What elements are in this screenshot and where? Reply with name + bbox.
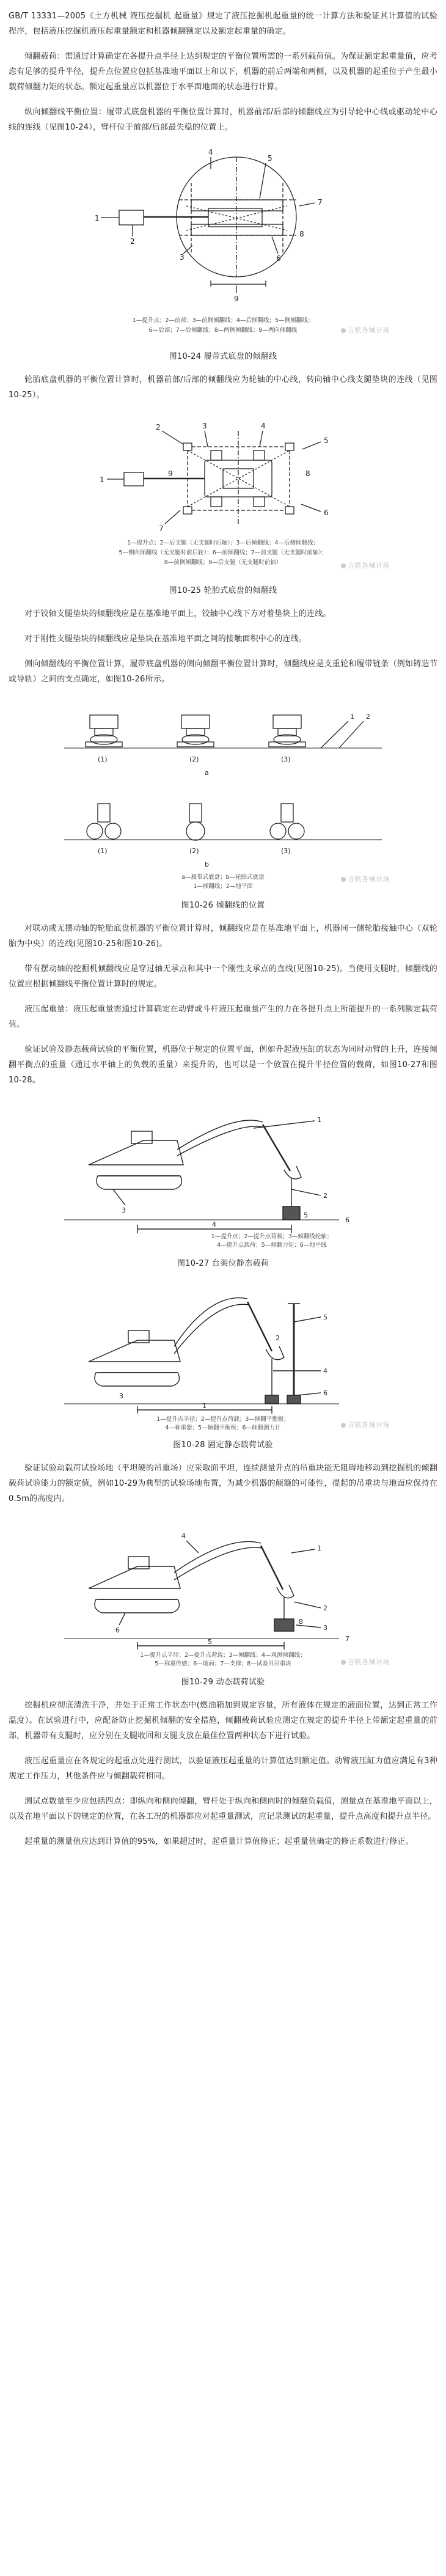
paragraph-single-pad: 对于铰轴支腿垫块的倾翻线应是在基准地平面上，铰轴中心线下方对着垫块上的连线。 <box>24 609 331 618</box>
watermark: 吉机各械计场 <box>341 1657 390 1667</box>
paragraph-final: 起重量的测量值应达到计算值的95%，如果超过时，起重量计算值修正；起重量值确定的修正系数进行修正。 <box>24 1837 414 1846</box>
watermark-logo-icon <box>341 328 346 333</box>
fig26-label-b1: (1) <box>98 847 108 855</box>
fig25-legend-line2: 5—侧向倾翻线（无支腿时前后轮）；6—前倾翻线；7—前支腿（无支腿时前轴）； <box>119 549 327 556</box>
fig26-label-a3: (3) <box>281 755 291 763</box>
fig28-label-5: 5 <box>323 1313 327 1321</box>
fig24-label-9: 9 <box>234 295 239 303</box>
watermark-logo-icon <box>341 877 346 882</box>
fig25-label-1: 1 <box>100 475 104 484</box>
figure-10-28 <box>9 1279 437 1432</box>
fig25-label-6: 6 <box>324 508 329 517</box>
fig25-label-5: 5 <box>324 436 329 445</box>
fig25-label-3: 3 <box>202 422 207 430</box>
fig29-label-5: 5 <box>208 1638 212 1646</box>
fig28-caption: 图10-28 固定静态载荷试验 <box>173 1440 273 1450</box>
fig26-label-a1: (1) <box>98 755 108 763</box>
fig25-legend-line3: 8—前侧倾翻线；9—后支腿（无支腿时前轴） <box>164 559 282 566</box>
fig26-label-b: b <box>205 861 209 868</box>
fig28-label-1: 1 <box>202 1402 207 1410</box>
fig24-label-5: 5 <box>268 154 272 163</box>
watermark: 吉机各械计场 <box>341 560 390 570</box>
paragraph-verification: 液压起重量应在各规定的起重点处进行测试，以验证液压起重量的计算值达到额定值。动臂液压缸力值应满足有3种规定工作压力，其他条件应与倾翻载荷相同。 <box>9 1756 437 1781</box>
fig29-legend-line2: 5—称重传感；6—地面；7—支撑；8—试验用吊重块 <box>155 1660 291 1667</box>
dynamic-load-test-diagram <box>52 1516 394 1669</box>
fig28-label-6: 6 <box>323 1389 327 1397</box>
fixed-static-load-test-diagram <box>52 1279 394 1432</box>
fig27-label-1: 1 <box>317 1116 321 1124</box>
fig27-label-5: 5 <box>304 1211 308 1219</box>
paragraph-intro: GB/T 13331—2005《土方机械 液压挖掘机 起重量》规定了液压挖掘机起重量的统一计算方法和验证其计算值的试验程序，包括液压挖掘机液压起重量额定和机器倾翻额定以及额定起重量的确定。 <box>9 12 437 36</box>
fig25-label-4: 4 <box>261 422 266 430</box>
fig25-label-7: 7 <box>159 524 164 533</box>
fig28-label-2: 2 <box>276 1334 280 1342</box>
paragraph-crawler: 纵向倾翻线平衡位置：履带式底盘机器的平衡位置计算时，机器前部/后部的倾翻线应为引导轮中心线或驱动轮中心线的连线（见图10-24），臂杆位于前部/后部最失稳的位置上。 <box>9 108 437 132</box>
fig24-label-7: 7 <box>318 198 323 207</box>
fig29-label-6: 6 <box>115 1626 120 1634</box>
fig25-legend-line1: 1—提升点；2—后支腿（无支腿时后轴）；3—后倾翻线；4—后侧倾翻线； <box>127 540 319 546</box>
fig25-caption: 图10-25 轮胎式底盘的倾翻线 <box>169 586 277 595</box>
fig29-caption: 图10-29 动态载荷试验 <box>181 1678 265 1687</box>
watermark-logo-icon <box>341 563 346 568</box>
fig26-label-2: 2 <box>366 713 370 721</box>
paragraph-pivot-axle: 对联动或无摆动轴的轮胎底盘机器的平衡位置计算时，倾翻线应是在基准地平面上，机器同一侧轮胎接触中心（双轮胎为中央）的连线(见图10-25和图10-26)。 <box>9 924 437 949</box>
fig25-label-8: 8 <box>305 469 310 478</box>
fig29-label-4: 4 <box>181 1532 186 1540</box>
fig27-label-3: 3 <box>122 1206 126 1214</box>
fig27-label-4: 4 <box>212 1220 216 1228</box>
fig24-label-2: 2 <box>130 237 135 246</box>
paragraph-hydraulic: 液压起重量：液压起重量需通过计算确定在动臂或斗杆液压起重量产生的力在各提升点上所能提升的一系列额定载荷值。 <box>9 1005 437 1029</box>
paragraph-wheeled: 轮胎底盘机器的平衡位置计算时，机器前部/后部的倾翻线应为轮轴的中心线，转向轴中心线支腿垫块的连线（见图10-25）。 <box>9 375 437 400</box>
fig26-label-a2: (2) <box>189 755 199 763</box>
fig24-label-1: 1 <box>95 214 100 222</box>
paragraph-cleaning: 挖掘机应彻底清洗干净，并处于正常工作状态中(燃油箱加到规定容量，所有液体在规定的液面位置，达到正常工作温度）。在试验进行中，应配备防止挖掘机倾翻的安全措施，倾翻载荷试验应测定在规定的提升半径上带额定起重量的前部，机器带有支腿时，应分别在支腿收回和支腿支放在最佳位置两种状态下进行试验。 <box>9 1701 437 1741</box>
fig28-label-3: 3 <box>119 1392 123 1400</box>
fig29-label-2: 2 <box>323 1604 327 1612</box>
fig29-label-8: 8 <box>299 1618 303 1626</box>
figure-10-27 <box>9 1098 437 1250</box>
fig29-legend-line1: 1—提升点半径；2—提升点荷载；3—倾翻线；4—观测倾翻线； <box>140 1652 306 1659</box>
fig25-label-2: 2 <box>156 423 161 431</box>
watermark-logo-icon <box>341 1660 346 1665</box>
paragraph-sideways: 侧向倾翻线的平衡位置计算，履带底盘机器的侧向倾翻平衡位置计算时，倾翻线应是支重轮和履带链条（例如铸造节或导轨）之间的支点确定，如图10-26所示。 <box>9 659 437 684</box>
figure-10-24 <box>9 145 437 343</box>
fig24-legend-line1: 1—提升点；2—前部；3—前侧倾翻线；4—后倾翻线；5—侧倾翻线； <box>132 317 314 324</box>
fig28-legend-line1: 1—提升点半径；2—提升点荷载；3—倾翻平衡板； <box>156 1416 290 1423</box>
fig24-label-4: 4 <box>208 148 213 156</box>
fig28-label-4: 4 <box>323 1367 327 1375</box>
fig26-label-a: a <box>205 769 209 777</box>
paragraph-double-pad: 对于刚性支腿垫块的倾翻线应是垫块在基准地平面之间的接触面积中心的连线。 <box>24 634 307 644</box>
fig26-label-b2: (2) <box>189 847 199 855</box>
fig27-label-6: 6 <box>345 1216 349 1224</box>
fig26-caption: 图10-26 倾翻线的位置 <box>181 901 265 910</box>
fig29-label-1: 1 <box>317 1544 321 1552</box>
fig24-label-6: 6 <box>276 254 281 263</box>
paragraph-stabilizers: 带有摆动轴的挖掘机倾翻线应是穿过轴无承点和其中一个刚性支承点的直线(见图10-25)。当使用支腿时，倾翻线的位置应根据倾翻线平衡位置计算时的规定。 <box>9 964 437 989</box>
watermark: 吉机各械计场 <box>341 325 390 335</box>
fig25-label-9: 9 <box>168 469 173 478</box>
watermark: 吉机各械计场 <box>341 1420 390 1429</box>
document-page <box>0 9 446 1849</box>
fig28-legend-line2: 4—称重器；5—倾翻平衡板；6—倾翻测力计 <box>165 1425 281 1431</box>
fig27-legend-line2: 4—提升点载荷；5—倾翻力矩；6—地平线 <box>217 1242 327 1249</box>
figure-10-26 <box>9 697 437 892</box>
paragraph-test-conditions: 验证试验及静态载荷试验的平衡位置，机器位于规定的位置平面，例如升起液压缸的状态为同时动臂的上升，连接倾翻平衡点的重量（通过水平轴上的负载的重量）来提升的，也可以是一个放置在提升半径位置的载荷，如图10-27和图10-28。 <box>9 1045 437 1085</box>
fig27-legend-line1: 1—提升点；2—提升点荷载；3—倾翻线轮轴； <box>211 1233 333 1240</box>
crawler-tipping-lines-diagram <box>58 145 388 343</box>
fig26-label-b3: (3) <box>281 847 291 855</box>
fig27-label-2: 2 <box>323 1192 327 1200</box>
figure-10-29 <box>9 1516 437 1669</box>
fig24-legend-line2: 6—后部；7—后倾翻线；8—两侧倾翻线；9—两向倾翻线 <box>148 327 298 334</box>
figure-10-25 <box>9 413 437 578</box>
fig26-legend-line2: 1—倾翻线；2—地平面 <box>193 883 253 890</box>
static-load-test-diagram <box>52 1098 394 1250</box>
fig29-label-7: 7 <box>345 1635 349 1643</box>
paragraph-tipping-load: 倾翻载荷：需通过计算确定在各提升点半径上达到规定的平衡位置所需的一系列载荷值。为保证额定起重量值，应考虑有足够的提升半径，提升点位置应包括基准地平面以上和以下，机器的前后两端和两侧，以及机器的起重位于产生最小载荷倾翻力矩的状态。额定起重量应以机器位于水平面地面的状态进行计算。 <box>9 52 437 92</box>
fig24-label-8: 8 <box>299 230 304 238</box>
fig27-caption: 图10-27 台架位静态载荷 <box>177 1259 269 1268</box>
paragraph-dynamic-test: 验证试验动载荷试验场地（平坦硬的吊重场）应采取面平坦，连续测量升点的吊重块能无阻碍地移动到挖掘机的倾翻载荷试验能力的额定值，例如10-29为典型的试验场地布置，为减少机器的颠簸的可能性，提起的吊重块与地面应保持在0.5m的高度内。 <box>9 1464 437 1503</box>
fig26-legend: a—履带式底盘；b—轮胎式底盘 <box>181 874 265 881</box>
tipping-line-positions-diagram <box>52 697 394 892</box>
watermark: 吉机各械计场 <box>341 874 390 884</box>
watermark-logo-icon <box>341 1423 346 1428</box>
wheeled-tipping-lines-diagram <box>58 413 388 578</box>
fig26-label-1: 1 <box>350 713 354 721</box>
paragraph-measurement: 测试点数量至少应包括四点：即纵向和侧向倾翻，臂杆处于纵向和侧向时的倾翻负载值，测量点在基准地平面以上，以及在地平面以下的规定的位置，在各工况的机器都应对起重量测试，应记录测试的起重量，提升点高度和提升点半径。 <box>9 1797 437 1821</box>
fig29-label-3: 3 <box>323 1624 327 1632</box>
fig24-caption: 图10-24 履带式底盘的倾翻线 <box>169 352 277 361</box>
fig24-label-3: 3 <box>180 253 185 262</box>
